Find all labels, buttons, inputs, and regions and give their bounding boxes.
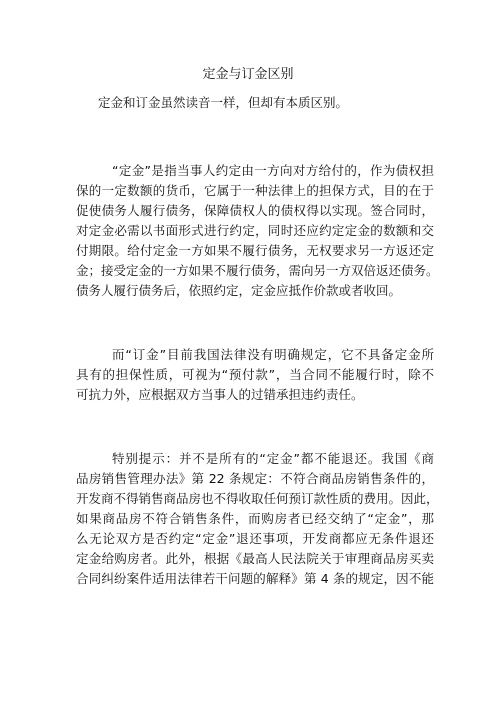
text-line: 么无论双方是否约定“定金”退还事项，开发商都应无条件退还 xyxy=(76,531,434,546)
paragraph-definition-dingjin xyxy=(76,161,439,301)
paragraph-special-note xyxy=(76,449,439,589)
text-line: 促使债务人履行债务，保障债权人的债权得以实现。签合同时， xyxy=(76,203,434,218)
text-line: 对定金必需以书面形式进行约定，同时还应约定定金的数额和交 xyxy=(76,223,434,238)
paragraph-definition-dingjin-order xyxy=(76,345,434,405)
text-line: 保的一定数额的货币，它属于一种法律上的担保方式，目的在于 xyxy=(76,183,434,198)
text-line: 债务人履行债务后，依照约定，定金应抵作价款或者收回。 xyxy=(76,283,402,298)
text-line: 具有的担保性质，可视为“预付款”，当合同不能履行时，除不 xyxy=(76,367,434,382)
intro-text: 定金和订金虽然读音一样，但却有本质区别。 xyxy=(98,95,349,110)
document-title: 定金与订金区别 xyxy=(202,67,294,82)
text-line: 定金给购房者。此外，根据《最高人民法院关于审理商品房买卖 xyxy=(76,551,434,566)
text-line: 合同纠纷案件适用法律若干问题的解释》第 4 条的规定，因不能 xyxy=(76,571,434,586)
text-line: “定金”是指当事人约定由一方向对方给付的，作为债权担 xyxy=(112,163,434,178)
text-line: 金；接受定金的一方如果不履行债务，需向另一方双倍返还债务。 xyxy=(76,263,439,278)
text-line: 而“订金”目前我国法律没有明确规定，它不具备定金所 xyxy=(112,347,434,362)
text-line: 开发商不得销售商品房也不得收取任何预订款性质的费用。因此， xyxy=(76,491,439,506)
text-line: 特别提示：并不是所有的“定金”都不能退还。我国《商 xyxy=(112,451,434,466)
text-line: 品房销售管理办法》第 22 条规定：不符合商品房销售条件的， xyxy=(76,471,434,486)
text-line: 可抗力外，应根据双方当事人的过错承担违约责任。 xyxy=(76,387,364,402)
text-line: 付期限。给付定金一方如果不履行债务，无权要求另一方返还定 xyxy=(76,243,434,258)
text-line: 如果商品房不符合销售条件，而购房者已经交纳了“定金”，那 xyxy=(76,511,434,526)
